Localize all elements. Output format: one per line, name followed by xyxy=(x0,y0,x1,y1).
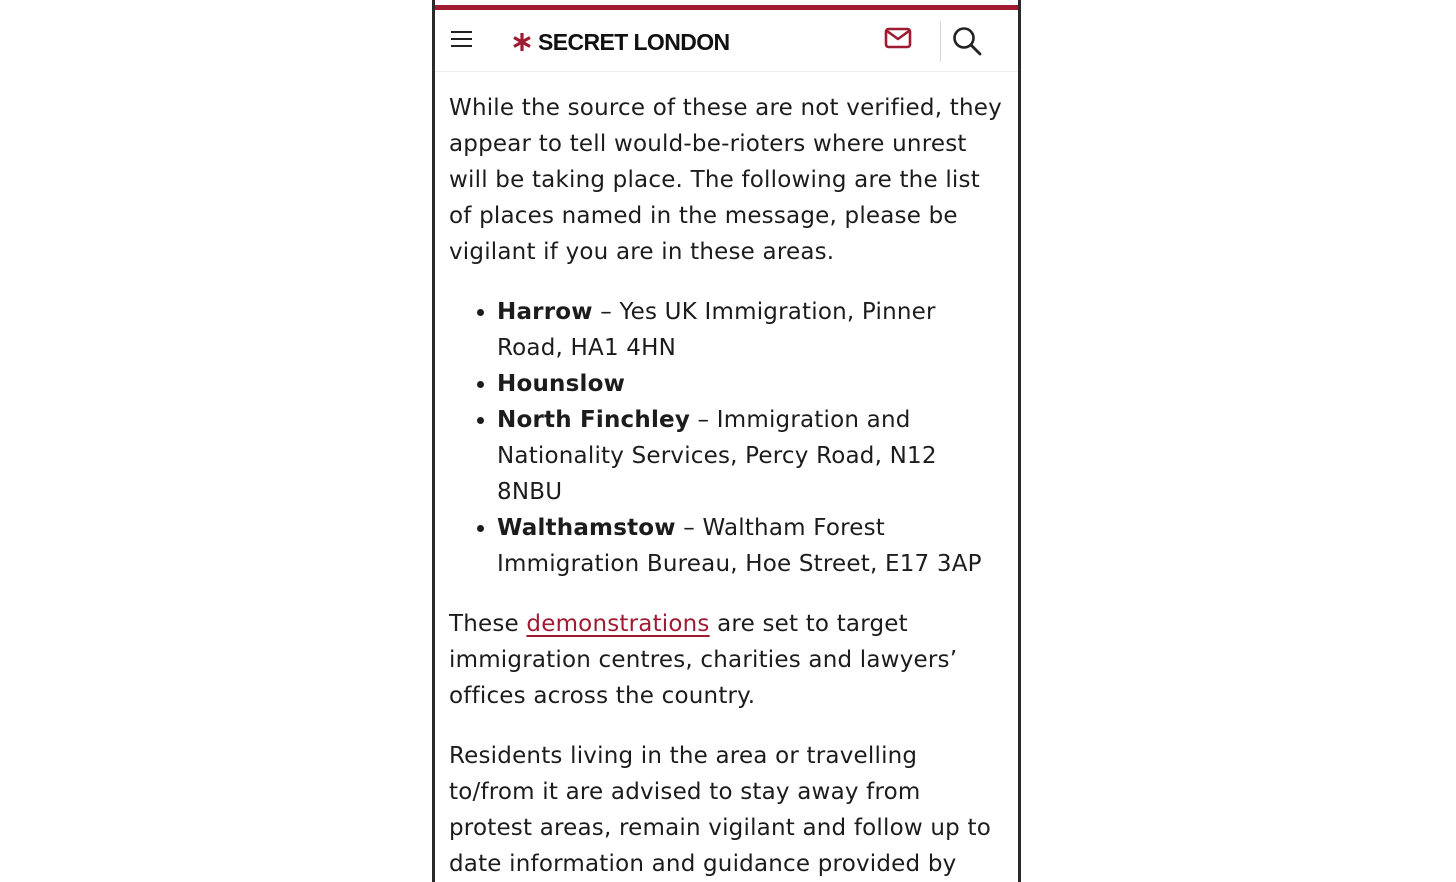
phone-frame xyxy=(432,0,1021,882)
demonstrations-paragraph xyxy=(449,606,1005,714)
site-logo[interactable] xyxy=(511,27,730,57)
para2-after: are set to target immigration centres, charities and lawyers’ offices across the country. xyxy=(449,611,958,709)
mail-icon[interactable] xyxy=(884,27,912,49)
demonstrations-link[interactable]: demonstrations xyxy=(526,611,710,637)
list-item xyxy=(497,366,1005,402)
list-item xyxy=(497,294,1005,366)
location-name: Harrow xyxy=(497,299,593,325)
logo-text: SECRET LONDON xyxy=(538,28,730,55)
article-body xyxy=(449,90,1005,882)
menu-icon[interactable] xyxy=(451,30,473,48)
location-name: Walthamstow xyxy=(497,515,676,541)
list-item xyxy=(497,510,1005,582)
location-name: North Finchley xyxy=(497,407,691,433)
location-detail: – Immigration and Nationality Services, Percy Road, N12 8NBU xyxy=(497,407,937,505)
location-list xyxy=(449,294,1005,582)
asterisk-logo-icon xyxy=(511,31,533,53)
search-icon[interactable] xyxy=(952,26,982,56)
para2-before: These xyxy=(449,611,527,637)
location-detail: – Yes UK Immigration, Pinner Road, HA1 4HN xyxy=(497,299,936,361)
advice-paragraph: Residents living in the area or travelling to/from it are advised to stay away from protest areas, remain vigilant and follow up to date information and guidance provided by xyxy=(449,743,991,877)
location-name: Hounslow xyxy=(497,371,626,397)
list-item xyxy=(497,402,1005,510)
location-detail: – Waltham Forest Immigration Bureau, Hoe Street, E17 3AP xyxy=(497,515,982,577)
header-divider xyxy=(940,21,941,62)
site-header xyxy=(435,10,1018,72)
intro-paragraph: While the source of these are not verified, they appear to tell would-be-rioters where unrest will be taking place. The following are the list of places named in the message, please be vigilant if you are in these areas. xyxy=(449,95,1002,265)
